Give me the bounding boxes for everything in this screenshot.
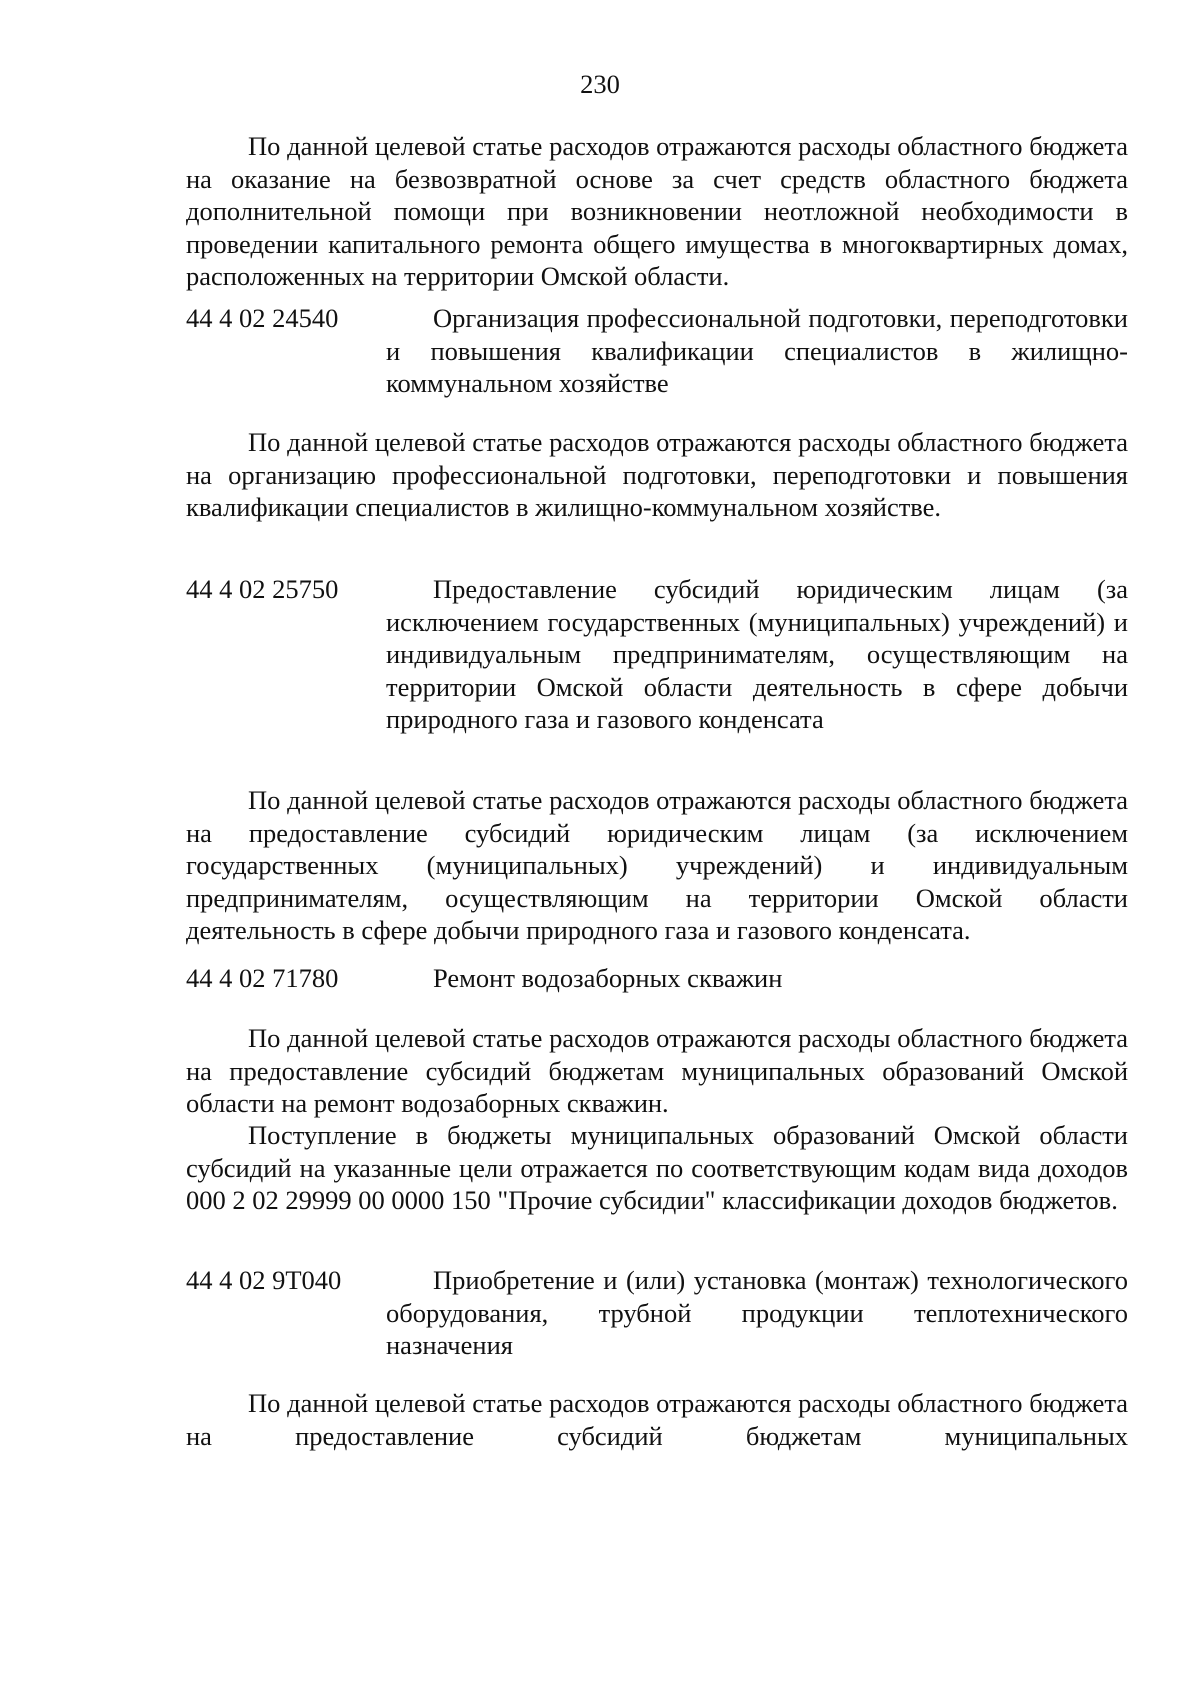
entry-title: Предоставление субсидий юридическим лицам (за исключением государственных (муниципальных) учреждений) и индивидуальным предпринимателям, осуществляющим на территории Омской области деятельность в сфере добычи природного газа и газового конденсата	[386, 574, 1128, 735]
paragraph-gas-subsidies: По данной целевой статье расходов отражаются расходы областного бюджета на предоставление субсидий юридическим лицам (за исключением государственных (муниципальных) учреждений) и индивидуальным предпринимателям, осуществляющим на территории Омской области деятельность в сфере добычи природного газа и газового конденсата.	[186, 785, 1128, 946]
entry-44-4-02-25750	[186, 573, 1128, 736]
paragraph-training: По данной целевой статье расходов отражаются расходы областного бюджета на организацию профессиональной подготовки, переподготовки и повышения квалификации специалистов в жилищно-коммунальном хозяйстве.	[186, 427, 1128, 523]
entry-44-4-02-24540	[186, 302, 1128, 400]
entry-title: Приобретение и (или) установка (монтаж) технологического оборудования, трубной продукции теплотехнического назначения	[386, 1265, 1128, 1361]
entry-title: Организация профессиональной подготовки, переподготовки и повышения квалификации специалистов в жилищно-коммунальном хозяйстве	[386, 303, 1128, 399]
budget-code: 44 4 02 25750	[186, 574, 339, 604]
paragraph-capital-repair: По данной целевой статье расходов отражаются расходы областного бюджета на оказание на безвозвратной основе за счет средств областного бюджета дополнительной помощи при возникновении неотложной необходимости в проведении капитального ремонта общего имущества в многоквартирных домах, расположенных на территории Омской области.	[186, 131, 1128, 292]
paragraph-income-codes: Поступление в бюджеты муниципальных образований Омской области субсидий на указанные цели отражается по соответствующим кодам вида доходов 000 2 02 29999 00 0000 150 "Прочие субсидии" классификации доходов бюджетов.	[186, 1120, 1128, 1216]
entry-44-4-02-9t040	[186, 1264, 1128, 1362]
page-number: 230	[580, 69, 620, 99]
budget-code: 44 4 02 71780	[186, 963, 339, 993]
entry-title: Ремонт водозаборных скважин	[433, 963, 783, 993]
entry-44-4-02-71780	[186, 962, 1128, 995]
paragraph-equipment-subsidies: По данной целевой статье расходов отражаются расходы областного бюджета на предоставление субсидий бюджетам муниципальных	[186, 1388, 1128, 1451]
budget-code: 44 4 02 24540	[186, 303, 339, 333]
paragraph-wells-repair: По данной целевой статье расходов отражаются расходы областного бюджета на предоставление субсидий бюджетам муниципальных образований Омской области на ремонт водозаборных скважин.	[186, 1023, 1128, 1119]
budget-code: 44 4 02 9Т040	[186, 1265, 342, 1295]
